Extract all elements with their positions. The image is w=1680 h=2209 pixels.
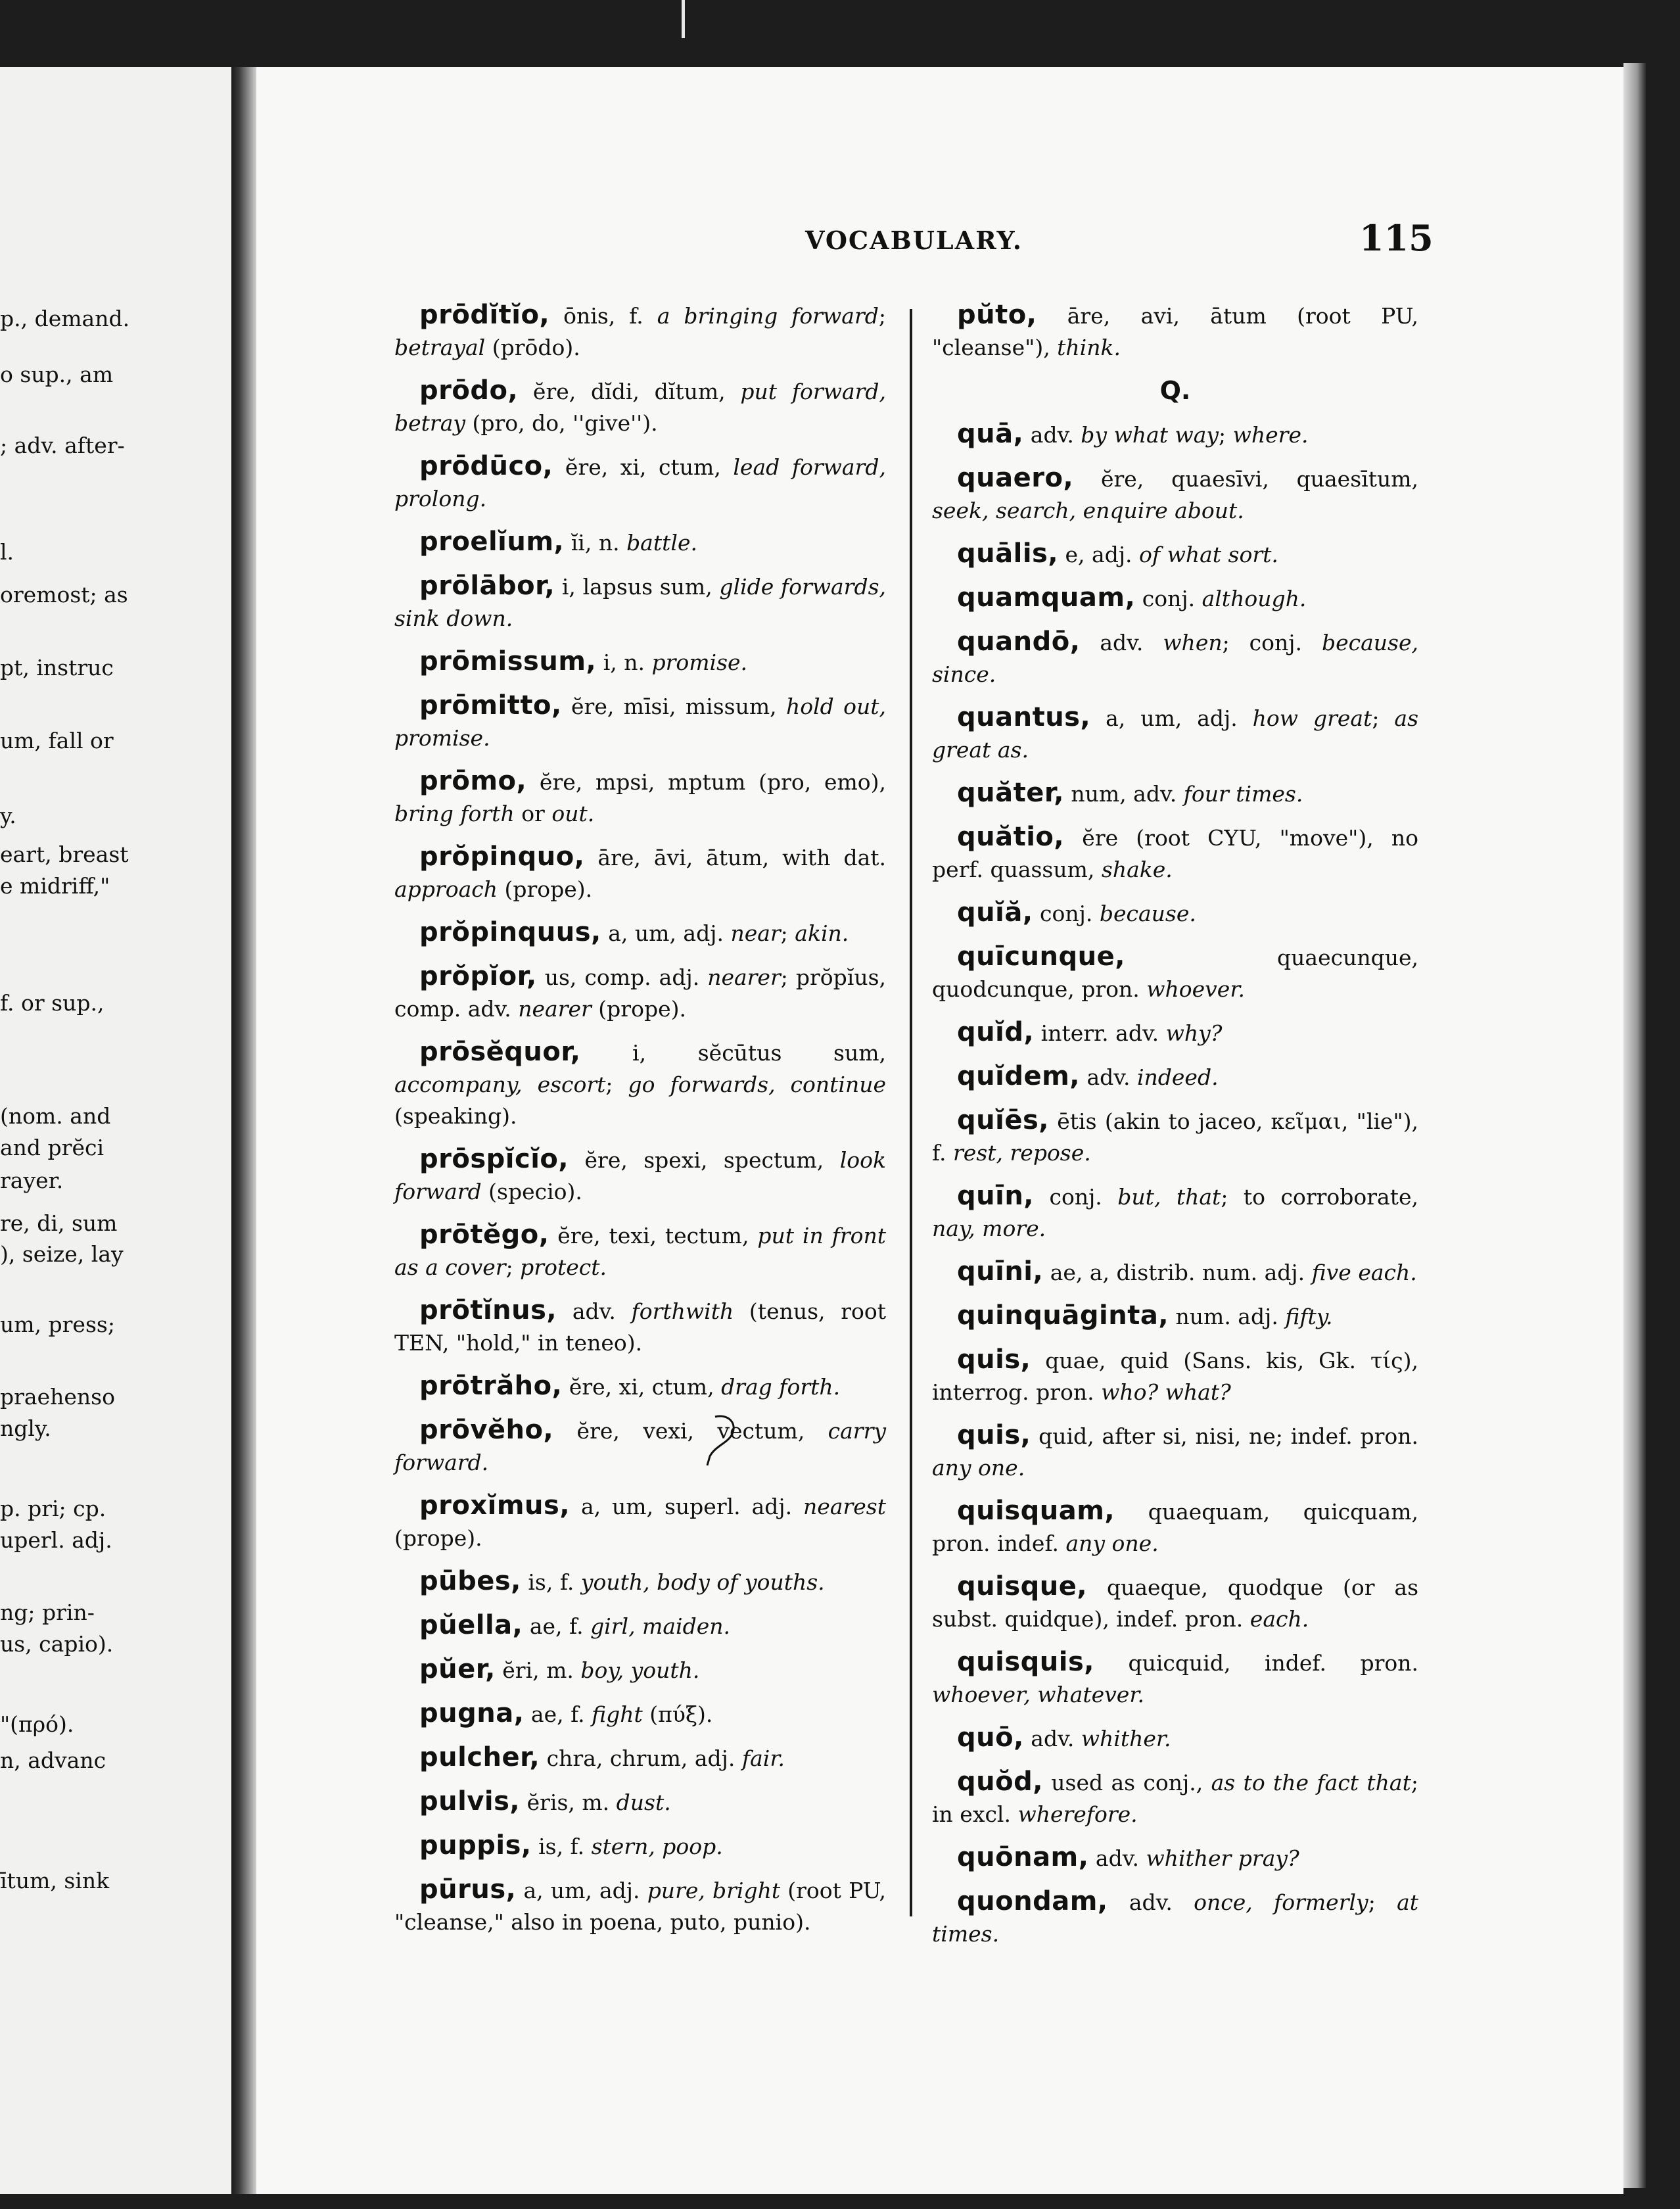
dictionary-entry xyxy=(932,1344,1418,1408)
headword: pugna, xyxy=(419,1698,525,1728)
entry-definition: a bringing forward xyxy=(657,303,879,329)
entry-grammar: adv. xyxy=(1079,1064,1137,1090)
entry-definition: go forwards, continue xyxy=(628,1072,886,1097)
dictionary-entry xyxy=(932,1646,1418,1711)
left-page-fragment-line: l. xyxy=(0,539,14,565)
entry-definition: any one. xyxy=(1065,1531,1159,1556)
page-edge xyxy=(1623,63,1646,2188)
dictionary-entry xyxy=(394,646,886,678)
entry-definition: at times. xyxy=(932,1889,1419,1947)
headword: quĭēs, xyxy=(957,1105,1049,1135)
entry-definition: boy, youth. xyxy=(580,1657,700,1683)
headword: quisquam, xyxy=(957,1496,1115,1526)
dictionary-entry xyxy=(394,765,886,830)
entry-definition: drag forth. xyxy=(721,1374,841,1400)
left-page-fragment-line: um, fall or xyxy=(0,728,114,753)
dictionary-entry xyxy=(932,418,1418,451)
entry-grammar: interr. adv. xyxy=(1034,1020,1166,1046)
entry-definition: any one. xyxy=(932,1455,1025,1481)
entry-grammar: ĕris, m. xyxy=(520,1790,617,1815)
dictionary-entry xyxy=(394,570,886,634)
headword: quantus, xyxy=(957,702,1091,732)
headword: prōmissum, xyxy=(419,646,597,677)
entry-grammar: ĕre, texi, tectum, xyxy=(549,1223,758,1248)
entry-grammar: āre, āvi, ātum, with dat. xyxy=(584,845,886,870)
headword: quō, xyxy=(957,1722,1024,1753)
entry-definition: but, that xyxy=(1117,1184,1221,1210)
section-letter-heading: Q. xyxy=(1159,376,1191,405)
entry-definition: whoever, whatever. xyxy=(932,1682,1144,1707)
dictionary-entry xyxy=(394,1036,886,1132)
dictionary-entry xyxy=(932,897,1418,930)
headword: quamquam, xyxy=(957,582,1136,613)
entry-definition: nay, more. xyxy=(932,1216,1046,1241)
headword: proelĭum, xyxy=(419,527,565,557)
entry-grammar: ; xyxy=(1372,705,1395,731)
dictionary-entry xyxy=(394,841,886,905)
entry-definition: as great as. xyxy=(932,705,1418,763)
headword: prōtĭnus, xyxy=(419,1295,557,1325)
dictionary-entry xyxy=(932,821,1418,886)
entry-grammar: ; xyxy=(1368,1889,1397,1915)
headword: quŏd, xyxy=(957,1767,1043,1797)
entry-definition: because. xyxy=(1099,901,1196,926)
entry-grammar: conj. xyxy=(1033,901,1100,926)
dictionary-entry xyxy=(932,582,1418,615)
entry-grammar: ; xyxy=(780,920,795,946)
entry-definition: dust. xyxy=(616,1790,671,1815)
dictionary-entry xyxy=(932,1300,1418,1333)
entry-grammar: ĕre, quaesīvi, quaesītum, xyxy=(1073,466,1418,492)
headword: quĭdem, xyxy=(957,1061,1080,1091)
entry-definition: by what way xyxy=(1081,422,1219,448)
entry-grammar: a, um, adj. xyxy=(516,1878,647,1903)
dictionary-entry xyxy=(932,626,1418,690)
entry-grammar: āre, avi, ātum (root PU, "cleanse"), xyxy=(932,303,1418,360)
book-spine xyxy=(231,67,256,2194)
entry-definition: promise. xyxy=(651,650,748,675)
entry-grammar: (prope). xyxy=(497,876,593,902)
entry-definition: four times. xyxy=(1183,781,1303,807)
left-page-fragment-line: (nom. and xyxy=(0,1103,111,1129)
left-page-fragment-line: rayer. xyxy=(0,1168,64,1193)
dictionary-entry xyxy=(932,299,1418,364)
headword: pulcher, xyxy=(419,1742,540,1772)
entry-grammar: ; to corroborate, xyxy=(1221,1184,1418,1210)
dictionary-entry xyxy=(394,1653,886,1686)
entry-grammar: ; prŏpĭus, comp. adv. xyxy=(394,964,886,1022)
headword: prōdĭtĭo, xyxy=(419,300,550,330)
headword: pŭer, xyxy=(419,1654,496,1684)
top-edge-mark xyxy=(682,0,685,38)
entry-definition: five each. xyxy=(1311,1260,1417,1285)
entry-grammar: ĕre, vexi, vectum, xyxy=(553,1418,828,1444)
entry-definition: as to the fact that xyxy=(1211,1770,1411,1795)
dictionary-entry xyxy=(932,1180,1418,1245)
headword: quīcunque, xyxy=(957,941,1125,972)
entry-definition: near xyxy=(730,920,781,946)
entry-definition: out. xyxy=(551,801,595,826)
headword: prōtrăho, xyxy=(419,1371,563,1401)
left-page-fragment-line: "(πρό). xyxy=(0,1711,74,1737)
dictionary-entry xyxy=(932,1766,1418,1830)
left-page-fragment-line: ), seize, lay xyxy=(0,1241,124,1267)
dictionary-entry xyxy=(932,1886,1418,1950)
entry-definition: carry forward. xyxy=(394,1418,886,1475)
entry-definition: pure, bright xyxy=(647,1878,781,1903)
dictionary-entry xyxy=(394,1295,886,1359)
entry-definition: whoever. xyxy=(1146,976,1245,1002)
left-page-fragment-line: p. pri; cp. xyxy=(0,1496,106,1521)
entry-grammar: (root PU, "cleanse," also in poena, puto, punio). xyxy=(394,1878,886,1935)
entry-definition: betrayal xyxy=(394,335,486,360)
vocabulary-column-right xyxy=(932,299,1418,1961)
entry-grammar: (speaking). xyxy=(394,1103,517,1129)
left-page-fragment-line: e midriff," xyxy=(0,873,110,899)
entry-grammar: adv. xyxy=(1088,1845,1146,1871)
entry-grammar: conj. xyxy=(1135,586,1202,611)
entry-definition: protect. xyxy=(520,1254,607,1280)
headword: quis, xyxy=(957,1420,1031,1450)
dictionary-entry xyxy=(932,1060,1418,1093)
headword: quisque, xyxy=(957,1571,1088,1602)
left-page-fragment-line: n, advanc xyxy=(0,1747,106,1773)
entry-grammar: ; conj. xyxy=(1222,630,1322,655)
headword: puppis, xyxy=(419,1830,532,1861)
dictionary-entry xyxy=(394,526,886,559)
entry-grammar: ; xyxy=(605,1072,628,1097)
entry-definition: who? what? xyxy=(1101,1379,1231,1405)
entry-grammar: quaequam, quicquam, pron. indef. xyxy=(932,1499,1418,1556)
entry-grammar: ; xyxy=(505,1254,521,1280)
headword: prŏpinquo, xyxy=(419,842,585,872)
entry-definition: look forward xyxy=(394,1147,886,1204)
entry-grammar: ĭi, n. xyxy=(564,530,627,556)
dictionary-entry xyxy=(932,1495,1418,1559)
entry-grammar: quicquid, indef. pron. xyxy=(1094,1650,1418,1676)
left-page-fragment-line: re, di, sum xyxy=(0,1210,118,1236)
dictionary-entry xyxy=(394,375,886,439)
entry-grammar: e, adj. xyxy=(1058,542,1140,567)
dictionary-entry xyxy=(394,1370,886,1403)
entry-definition: put forward, betray xyxy=(394,379,887,436)
headword: quīni, xyxy=(957,1256,1044,1287)
entry-definition: seek, search, enquire about. xyxy=(932,498,1244,523)
entry-grammar: chra, chrum, adj. xyxy=(540,1746,742,1771)
left-page-fragment-line: p., demand. xyxy=(0,306,130,331)
headword: prōmo, xyxy=(419,766,527,796)
entry-grammar: quaecunque, quodcunque, pron. xyxy=(932,945,1418,1002)
headword: pulvis, xyxy=(419,1786,521,1817)
headword: prōsĕquor, xyxy=(419,1037,581,1067)
entry-grammar: (pro, do, ''give''). xyxy=(465,410,658,436)
left-page-fragment xyxy=(0,67,231,2194)
entry-grammar: ĕre, dĭdi, dĭtum, xyxy=(518,379,741,404)
dictionary-entry xyxy=(932,538,1418,571)
headword: prŏpinquus, xyxy=(419,917,601,947)
entry-definition: whither pray? xyxy=(1146,1845,1299,1871)
running-head: VOCABULARY. xyxy=(805,226,1023,255)
headword: prōspĭcĭo, xyxy=(419,1144,569,1174)
entry-grammar: (prōdo). xyxy=(485,335,580,360)
dictionary-entry xyxy=(932,1571,1418,1635)
headword: prōtĕgo, xyxy=(419,1220,549,1250)
entry-definition: nearer xyxy=(518,996,592,1022)
left-page-fragment-line: um, press; xyxy=(0,1312,115,1337)
entry-definition: wherefore. xyxy=(1017,1801,1138,1827)
dictionary-entry xyxy=(394,1143,886,1208)
headword: quis, xyxy=(957,1344,1031,1375)
headword: quăter, xyxy=(957,778,1064,808)
headword: prōdūco, xyxy=(419,451,553,481)
entry-definition: youth, body of youths. xyxy=(580,1569,825,1595)
dictionary-entry xyxy=(932,1419,1418,1484)
entry-definition: how great xyxy=(1252,705,1372,731)
entry-definition: put in front as a cover xyxy=(394,1223,886,1280)
entry-definition: lead forward, prolong. xyxy=(394,454,886,511)
dictionary-entry xyxy=(394,1786,886,1818)
entry-definition: glide forwards, sink down. xyxy=(394,574,886,631)
entry-grammar: i, lapsus sum, xyxy=(555,574,720,600)
dictionary-entry xyxy=(932,462,1418,527)
entry-definition: rest, repose. xyxy=(953,1140,1091,1166)
dictionary-entry xyxy=(394,299,886,364)
entry-grammar: us, comp. adj. xyxy=(536,964,708,990)
left-page-fragment-line: ; adv. after- xyxy=(0,433,125,458)
entry-grammar: ; xyxy=(1219,422,1233,448)
pen-scribble-mark xyxy=(702,1410,755,1469)
entry-grammar: adv. xyxy=(1108,1889,1194,1915)
left-page-fragment-line: o sup., am xyxy=(0,362,114,387)
left-page-fragment-line: ngly. xyxy=(0,1415,51,1441)
entry-grammar: ĕre (root CYU, "move"), no perf. quassum, xyxy=(932,825,1418,882)
left-page-fragment-line: f. or sup., xyxy=(0,990,105,1016)
entry-grammar: used as conj., xyxy=(1042,1770,1211,1795)
entry-definition: forthwith xyxy=(631,1298,734,1324)
entry-definition: accompany, escort xyxy=(394,1072,606,1097)
entry-grammar: a, um, adj. xyxy=(1090,705,1253,731)
dictionary-entry xyxy=(394,1414,886,1479)
left-page-fragment-line: and prĕci xyxy=(0,1135,105,1160)
entry-definition: battle. xyxy=(626,530,697,556)
dictionary-entry xyxy=(932,1104,1418,1169)
entry-grammar: ae, f. xyxy=(524,1701,592,1727)
dictionary-entry xyxy=(394,1609,886,1642)
dictionary-entry xyxy=(932,941,1418,1005)
left-page-fragment-line: pt, instruc xyxy=(0,655,114,680)
headword: quandō, xyxy=(957,627,1081,657)
entry-definition: although. xyxy=(1202,586,1307,611)
column-divider xyxy=(910,309,912,1916)
dictionary-entry xyxy=(394,1742,886,1774)
dictionary-entry xyxy=(394,1490,886,1554)
entry-grammar: (prope). xyxy=(394,1525,482,1551)
headword: pŭto, xyxy=(957,300,1037,330)
entry-definition: hold out, promise. xyxy=(394,694,886,751)
entry-grammar: (prope). xyxy=(591,996,686,1022)
entry-grammar: quid, after si, nisi, ne; indef. pron. xyxy=(1031,1423,1418,1449)
headword: pūrus, xyxy=(419,1874,517,1905)
entry-grammar: adv. xyxy=(1080,630,1163,655)
entry-definition: think. xyxy=(1057,335,1121,360)
left-page-fragment-line: ītum, sink xyxy=(0,1868,110,1893)
entry-grammar: ĕre, xi, ctum, xyxy=(553,454,734,480)
headword: quĭd, xyxy=(957,1017,1035,1047)
entry-grammar: ; xyxy=(878,303,886,329)
entry-grammar: (specio). xyxy=(481,1179,582,1204)
entry-grammar: i, n. xyxy=(596,650,652,675)
entry-definition: of what sort. xyxy=(1139,542,1278,567)
entry-grammar: ētis (akin to jaceo, κεῖμαι, "lie"), f. xyxy=(932,1108,1418,1166)
headword: pŭella, xyxy=(419,1610,523,1640)
entry-grammar: adv. xyxy=(1023,1726,1081,1751)
dictionary-entry xyxy=(394,1830,886,1863)
entry-grammar: ; in excl. xyxy=(932,1770,1418,1827)
headword: pūbes, xyxy=(419,1566,521,1596)
entry-grammar: quae, quid (Sans. kis, Gk. τίς), interrog. pron. xyxy=(932,1348,1418,1405)
entry-grammar: ae, f. xyxy=(523,1613,591,1639)
headword: prōvĕho, xyxy=(419,1415,554,1445)
dictionary-entry xyxy=(394,1698,886,1730)
entry-definition: stern, poop. xyxy=(591,1834,723,1859)
headword: quinquāginta, xyxy=(957,1300,1169,1331)
left-page-fragment-line: y. xyxy=(0,803,16,828)
headword: prŏpĭor, xyxy=(419,961,537,991)
entry-definition: bring forth xyxy=(394,801,515,826)
dictionary-entry xyxy=(394,1874,886,1938)
left-page-fragment-line: ng; prin- xyxy=(0,1600,95,1625)
headword: prōmitto, xyxy=(419,690,562,721)
entry-grammar: i, sĕcūtus sum, xyxy=(580,1040,886,1066)
entry-definition: shake. xyxy=(1101,857,1173,882)
entry-grammar: ae, a, distrib. num. adj. xyxy=(1043,1260,1312,1285)
entry-definition: each. xyxy=(1249,1606,1309,1632)
entry-definition: nearer xyxy=(707,964,781,990)
entry-definition: nearest xyxy=(803,1494,886,1519)
headword: quătio, xyxy=(957,822,1065,852)
entry-definition: where. xyxy=(1232,422,1309,448)
entry-grammar: ĕre, mpsi, mptum (pro, emo), xyxy=(526,769,886,795)
entry-grammar: or xyxy=(514,801,552,826)
entry-definition: why? xyxy=(1165,1020,1223,1046)
page-number: 115 xyxy=(1359,217,1434,259)
entry-grammar: a, um, adj. xyxy=(601,920,731,946)
dictionary-entry xyxy=(394,1219,886,1283)
entry-grammar: ĕre, spexi, spectum, xyxy=(569,1147,840,1173)
dictionary-entry xyxy=(394,1565,886,1598)
entry-definition: fifty. xyxy=(1285,1304,1333,1329)
entry-grammar: ĕre, xi, ctum, xyxy=(562,1374,722,1400)
left-page-fragment-line: eart, breast xyxy=(0,842,129,867)
headword: quīn, xyxy=(957,1181,1034,1211)
entry-definition: when xyxy=(1163,630,1223,655)
entry-definition: indeed. xyxy=(1136,1064,1219,1090)
headword: quaero, xyxy=(957,463,1074,493)
entry-grammar: is, f. xyxy=(531,1834,592,1859)
headword: prōlābor, xyxy=(419,571,555,601)
entry-grammar: conj. xyxy=(1034,1184,1118,1210)
entry-grammar: ōnis, f. xyxy=(549,303,657,329)
headword: prōdo, xyxy=(419,375,519,406)
headword: quālis, xyxy=(957,538,1059,569)
dictionary-entry xyxy=(932,1722,1418,1755)
dictionary-entry xyxy=(394,690,886,754)
entry-grammar: num. adj. xyxy=(1169,1304,1286,1329)
headword: proxĭmus, xyxy=(419,1490,571,1521)
headword: quōnam, xyxy=(957,1842,1089,1872)
entry-definition: akin. xyxy=(795,920,849,946)
entry-definition: fight xyxy=(592,1701,643,1727)
entry-grammar: adv. xyxy=(1023,422,1081,448)
headword: quisquis, xyxy=(957,1647,1094,1677)
entry-grammar: a, um, superl. adj. xyxy=(570,1494,804,1519)
entry-grammar: (πύξ). xyxy=(642,1701,713,1727)
left-page-fragment-line: oremost; as xyxy=(0,582,128,607)
entry-grammar: (tenus, root TEN, "hold," in teneo). xyxy=(394,1298,886,1356)
headword: quondam, xyxy=(957,1886,1108,1916)
headword: quā, xyxy=(957,419,1024,449)
entry-definition: once, formerly xyxy=(1194,1889,1368,1915)
vocabulary-column-left xyxy=(394,299,886,1949)
dictionary-entry xyxy=(394,916,886,949)
entry-definition: because, since. xyxy=(932,630,1418,687)
entry-grammar: ĕre, mīsi, missum, xyxy=(561,694,786,719)
entry-grammar: ĕri, m. xyxy=(495,1657,581,1683)
left-page-fragment-line: praehenso xyxy=(0,1384,115,1410)
entry-grammar: quaeque, quodque (or as subst. quidque), indef. pron. xyxy=(932,1575,1418,1632)
entry-definition: whither. xyxy=(1081,1726,1171,1751)
headword: quĭă, xyxy=(957,897,1033,928)
dictionary-entry xyxy=(932,701,1418,766)
entry-grammar: is, f. xyxy=(521,1569,581,1595)
dictionary-entry xyxy=(394,450,886,515)
dictionary-entry xyxy=(932,1256,1418,1289)
left-page-fragment-line: uperl. adj. xyxy=(0,1527,112,1553)
dictionary-entry xyxy=(932,777,1418,810)
entry-grammar: num, adv. xyxy=(1063,781,1184,807)
entry-definition: approach xyxy=(394,876,498,902)
dictionary-entry xyxy=(932,1016,1418,1049)
dictionary-entry xyxy=(932,1841,1418,1874)
entry-definition: fair. xyxy=(741,1746,785,1771)
entry-grammar: adv. xyxy=(557,1298,632,1324)
entry-definition: girl, maiden. xyxy=(590,1613,730,1639)
dictionary-entry xyxy=(394,961,886,1025)
left-page-fragment-line: us, capio). xyxy=(0,1631,114,1657)
